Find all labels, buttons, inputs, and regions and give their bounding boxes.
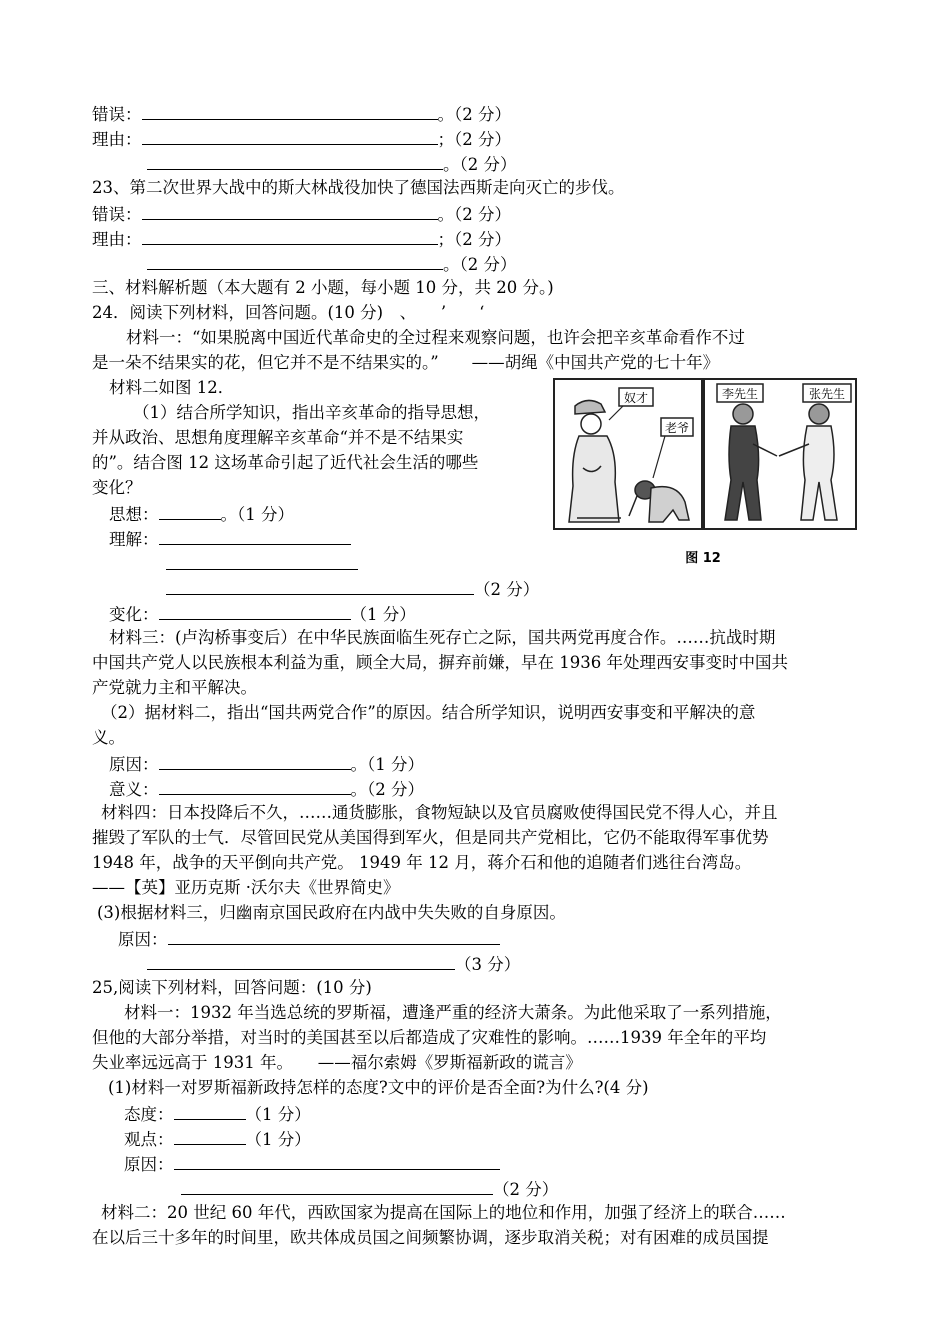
answer-blank[interactable] xyxy=(142,203,438,220)
q24-material4-line2: 摧毁了军队的士气．尽管回民党从美国得到军火，但是同共产党相比，它仍不能取得军事优势 xyxy=(92,828,769,847)
points: 。（2 分） xyxy=(443,155,517,174)
q25-view-line xyxy=(124,1128,311,1150)
q25-material1-line2: 但他的大部分举措，对当时的美国甚至以后都造成了灾难性的影响。……1939 年全年的平均 xyxy=(92,1028,767,1047)
points: （2 分） xyxy=(493,1180,559,1199)
understand-label: 理解： xyxy=(109,530,159,549)
q24-change-line xyxy=(109,603,416,625)
q24-part3-cause-line xyxy=(118,928,500,950)
q24-part3: (3)根据材料三，归幽南京国民政府在内战中失失败的自身原因。 xyxy=(97,903,566,922)
answer-blank[interactable] xyxy=(159,603,351,620)
points: （2 分） xyxy=(474,580,540,599)
meaning-label: 意义： xyxy=(109,780,159,799)
q24-material4-source: ——【英】亚历克斯 ·沃尔夫《世界简史》 xyxy=(92,878,400,897)
q24-part1-line4: 变化？ xyxy=(92,478,142,497)
points: 。（2 分） xyxy=(350,780,424,799)
answer-blank[interactable] xyxy=(174,1103,246,1120)
attitude-label: 态度： xyxy=(124,1105,174,1124)
q24-part3-cause-line-2 xyxy=(147,953,520,975)
zhang-label: 张先生 xyxy=(808,387,846,401)
q22-error-line xyxy=(92,103,511,125)
answer-blank[interactable] xyxy=(142,103,438,120)
answer-blank[interactable] xyxy=(147,253,443,270)
q24-cause-line xyxy=(109,753,424,775)
laoye-label: 老爷 xyxy=(664,421,690,435)
error-label: 错误： xyxy=(92,105,142,124)
q23-error-line xyxy=(92,203,511,225)
points: （3 分） xyxy=(455,955,521,974)
cause-label: 原因： xyxy=(118,930,168,949)
q24-material1-line2: 是一朵不结果实的花，但它并不是不结果实的。” ——胡绳《中国共产党的七十年》 xyxy=(92,353,720,372)
q24-part1-line1: （1）结合所学知识，指出辛亥革命的指导思想， xyxy=(133,403,490,422)
q25-material1-line1: 材料一：1932 年当选总统的罗斯福，遭逢严重的经济大萧条。为此他采取了一系列措施， xyxy=(124,1003,782,1022)
q25-reason-line xyxy=(124,1153,500,1175)
answer-blank[interactable] xyxy=(181,1178,493,1195)
q24-material2: 材料二如图 12． xyxy=(109,378,235,397)
q25-stem: 25,阅读下列材料，回答问题：(10 分) xyxy=(92,978,372,997)
q24-material1-line1: 材料一：“如果脱离中国近代革命史的全过程来观察问题，也许会把辛亥革命看作不过 xyxy=(126,328,745,347)
q25-material1-line3: 失业率远远高于 1931 年。 ——福尔索姆《罗斯福新政的谎言》 xyxy=(92,1053,582,1072)
nucai-label: 奴才 xyxy=(623,391,649,405)
answer-blank[interactable] xyxy=(159,778,351,795)
q23-reason-line-1 xyxy=(92,228,511,250)
q24-stem: 24．阅读下列材料，回答问题。(10 分) 、 ’ ‘ xyxy=(92,303,485,322)
points: ；（2 分） xyxy=(437,230,511,249)
figure-12 xyxy=(553,378,858,570)
figure-caption: 图 12 xyxy=(685,551,721,566)
points: （1 分） xyxy=(245,1105,311,1124)
answer-blank[interactable] xyxy=(147,953,455,970)
points: （1 分） xyxy=(350,605,416,624)
answer-blank[interactable] xyxy=(174,1153,500,1170)
q24-material4-line1: 材料四：日本投降后不久，……通货膨胀，食物短缺以及官员腐败使得国民党不得人心，并且 xyxy=(101,803,778,822)
cause-label: 原因： xyxy=(109,755,159,774)
answer-blank[interactable] xyxy=(159,528,351,545)
q24-part2-line2: 义。 xyxy=(92,728,125,747)
answer-blank[interactable] xyxy=(174,1128,246,1145)
reason-label: 原因： xyxy=(124,1155,174,1174)
section-title: 三、材料解析题（本大题有 2 小题，每小题 10 分，共 20 分。) xyxy=(92,278,554,297)
q24-material4-line3: 1948 年，战争的天平倒向共产党。 1949 年 12 月，蒋介石和他的追随者们逃往台湾岛。 xyxy=(92,853,752,872)
answer-blank[interactable] xyxy=(168,928,500,945)
points: （1 分） xyxy=(245,1130,311,1149)
points: 。（2 分） xyxy=(437,205,511,224)
li-label: 李先生 xyxy=(721,387,759,401)
q25-material2-line1: 材料二：20 世纪 60 年代，西欧国家为提高在国际上的地位和作用，加强了经济上的联合…… xyxy=(101,1203,786,1222)
points: 。（2 分） xyxy=(437,105,511,124)
reason-label: 理由： xyxy=(92,130,142,149)
answer-blank[interactable] xyxy=(159,753,351,770)
q24-thought-line xyxy=(109,503,294,525)
q23-reason-line-2 xyxy=(147,253,517,275)
q25-reason-line-2 xyxy=(181,1178,558,1200)
q24-understand-line-2 xyxy=(166,553,358,575)
answer-blank[interactable] xyxy=(142,228,438,245)
change-label: 变化： xyxy=(109,605,159,624)
q24-material3-line1: 材料三：(卢沟桥事变后）在中华民族面临生死存亡之际，国共两党再度合作。……抗战时期 xyxy=(109,628,776,647)
answer-blank[interactable] xyxy=(142,128,438,145)
q25-attitude-line xyxy=(124,1103,311,1125)
view-label: 观点： xyxy=(124,1130,174,1149)
points: 。（1 分） xyxy=(220,505,294,524)
points: ；（2 分） xyxy=(437,130,511,149)
q25-part1: (1)材料一对罗斯福新政持怎样的态度?文中的评价是否全面?为什么?(4 分) xyxy=(108,1078,649,1097)
q24-understand-line xyxy=(109,528,351,550)
points: 。（2 分） xyxy=(443,255,517,274)
answer-blank[interactable] xyxy=(159,503,221,520)
answer-blank[interactable] xyxy=(147,153,443,170)
q23-stem: 23、第二次世界大战中的斯大林战役加快了德国法西斯走向灭亡的步伐。 xyxy=(92,178,625,197)
answer-blank[interactable] xyxy=(166,578,474,595)
q24-material3-line2: 中国共产党人以民族根本利益为重，顾全大局，摒弃前嫌，早在 1936 年处理西安事变时中国共 xyxy=(92,653,788,672)
q24-part2-line1: （2）据材料二，指出“国共两党合作”的原因。结合所学知识，说明西安事变和平解决的意 xyxy=(101,703,756,722)
answer-blank[interactable] xyxy=(166,553,358,570)
q22-reason-line-2 xyxy=(147,153,517,175)
thought-label: 思想： xyxy=(109,505,159,524)
reason-label: 理由： xyxy=(92,230,142,249)
q24-part1-line2: 并从政治、思想角度理解辛亥革命“并不是不结果实 xyxy=(92,428,464,447)
cartoon-illustration xyxy=(553,378,858,570)
error-label: 错误： xyxy=(92,205,142,224)
points: 。（1 分） xyxy=(350,755,424,774)
q24-understand-line-3 xyxy=(166,578,539,600)
q25-material2-line2: 在以后三十多年的时间里，欧共体成员国之间频繁协调，逐步取消关税；对有困难的成员国提 xyxy=(92,1228,769,1247)
q24-material3-line3: 产党就力主和平解决。 xyxy=(92,678,257,697)
q24-part1-line3: 的”。结合图 12 这场革命引起了近代社会生活的哪些 xyxy=(92,453,479,472)
q24-meaning-line xyxy=(109,778,424,800)
q22-reason-line-1 xyxy=(92,128,511,150)
